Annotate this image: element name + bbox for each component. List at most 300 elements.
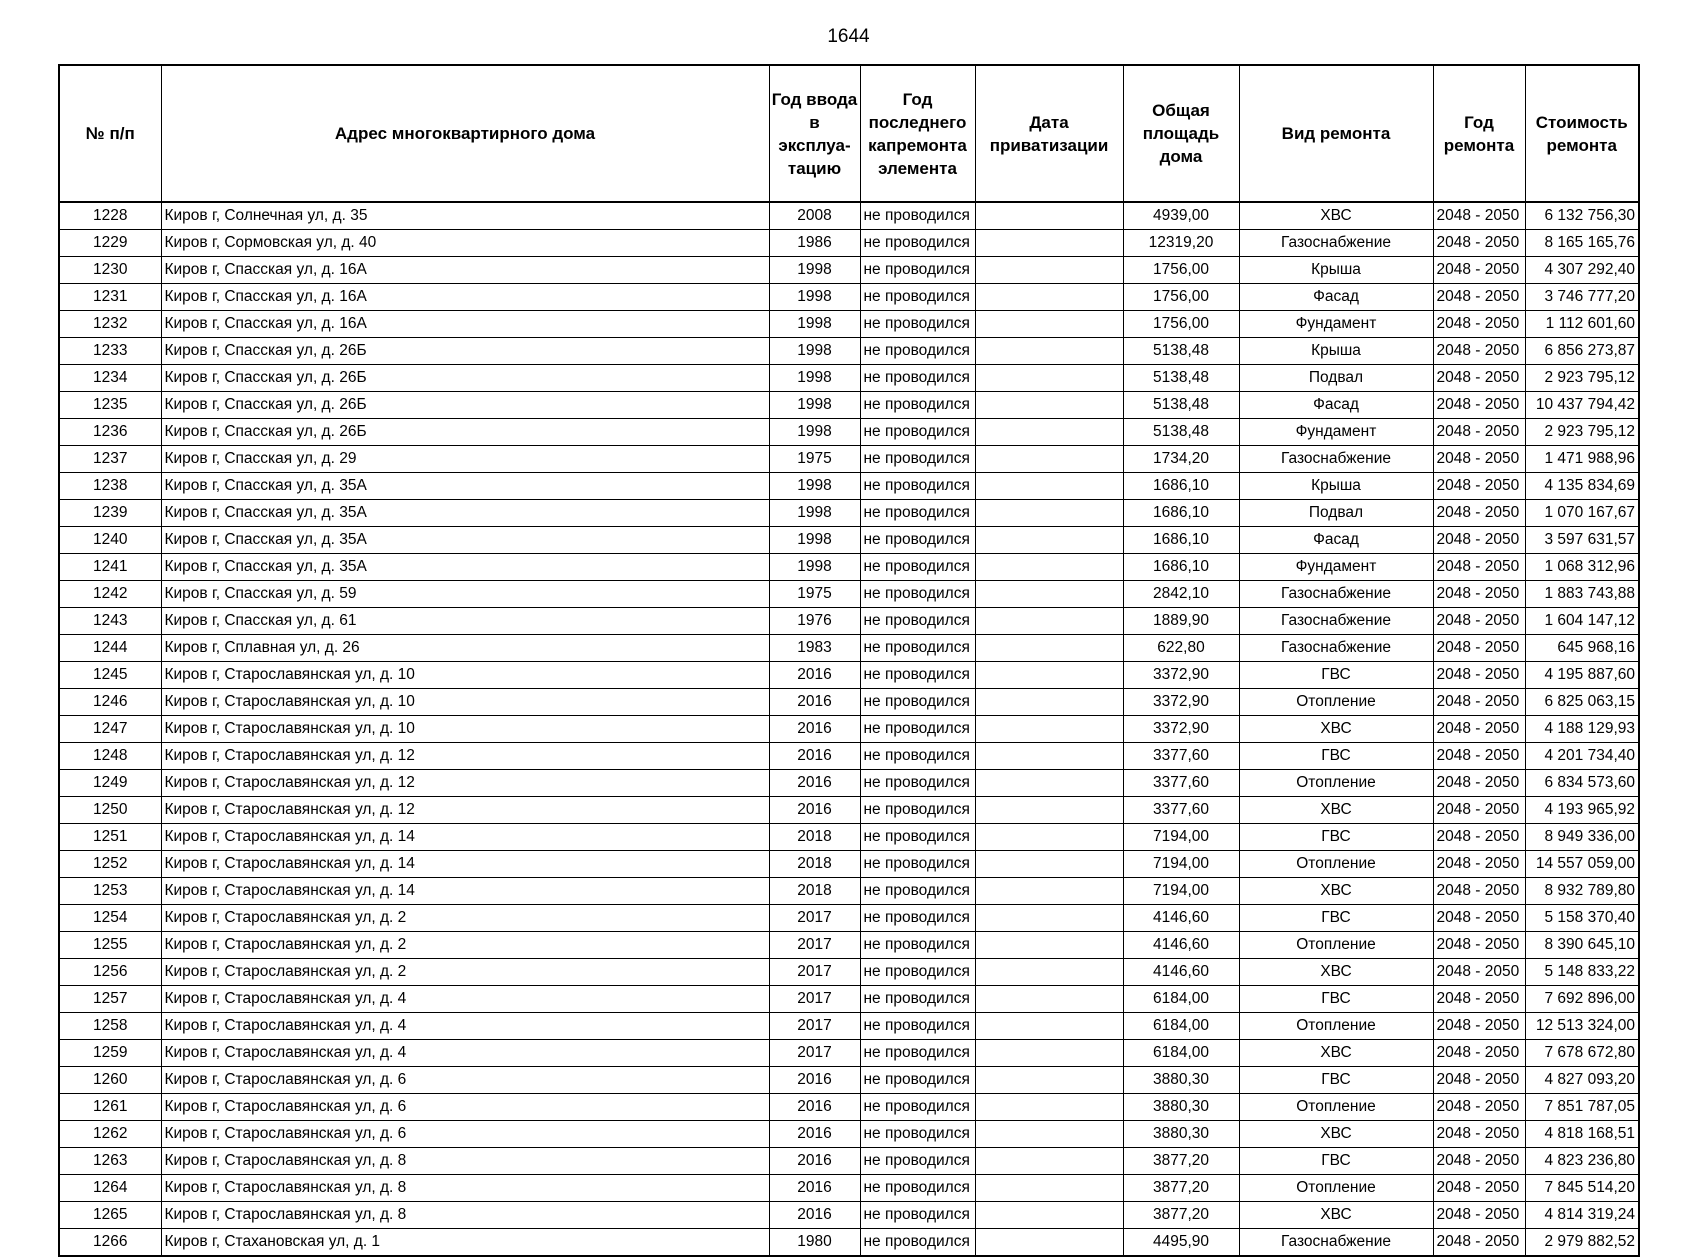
cell-num: 1244 bbox=[59, 635, 161, 662]
cell-privatization bbox=[975, 500, 1123, 527]
cell-cost: 14 557 059,00 bbox=[1525, 851, 1639, 878]
cell-area: 1734,20 bbox=[1123, 446, 1239, 473]
cell-privatization bbox=[975, 338, 1123, 365]
cell-cost: 4 818 168,51 bbox=[1525, 1121, 1639, 1148]
table-row bbox=[59, 932, 1639, 959]
cell-address: Киров г, Старославянская ул, д. 2 bbox=[161, 959, 769, 986]
cell-repair-type: ХВС bbox=[1239, 202, 1433, 230]
table-row bbox=[59, 338, 1639, 365]
header-area: Общая площадь дома bbox=[1123, 65, 1239, 202]
cell-privatization bbox=[975, 1148, 1123, 1175]
cell-area: 3372,90 bbox=[1123, 689, 1239, 716]
cell-repair-year: 2048 - 2050 bbox=[1433, 365, 1525, 392]
cell-privatization bbox=[975, 716, 1123, 743]
cell-repair-year: 2048 - 2050 bbox=[1433, 689, 1525, 716]
cell-last-repair: не проводился bbox=[860, 608, 975, 635]
cell-address: Киров г, Спасская ул, д. 26Б bbox=[161, 365, 769, 392]
cell-address: Киров г, Спасская ул, д. 26Б bbox=[161, 392, 769, 419]
cell-area: 3877,20 bbox=[1123, 1202, 1239, 1229]
cell-cost: 12 513 324,00 bbox=[1525, 1013, 1639, 1040]
cell-last-repair: не проводился bbox=[860, 365, 975, 392]
cell-cost: 6 825 063,15 bbox=[1525, 689, 1639, 716]
cell-repair-type: Крыша bbox=[1239, 473, 1433, 500]
cell-repair-type: ГВС bbox=[1239, 1067, 1433, 1094]
cell-last-repair: не проводился bbox=[860, 797, 975, 824]
cell-cost: 8 949 336,00 bbox=[1525, 824, 1639, 851]
cell-last-repair: не проводился bbox=[860, 338, 975, 365]
cell-repair-year: 2048 - 2050 bbox=[1433, 392, 1525, 419]
cell-cost: 8 165 165,76 bbox=[1525, 230, 1639, 257]
table-row bbox=[59, 257, 1639, 284]
cell-num: 1251 bbox=[59, 824, 161, 851]
cell-num: 1258 bbox=[59, 1013, 161, 1040]
cell-last-repair: не проводился bbox=[860, 1067, 975, 1094]
table-row bbox=[59, 581, 1639, 608]
cell-privatization bbox=[975, 959, 1123, 986]
cell-num: 1266 bbox=[59, 1229, 161, 1257]
cell-repair-type: ХВС bbox=[1239, 1040, 1433, 1067]
cell-last-repair: не проводился bbox=[860, 770, 975, 797]
cell-cost: 7 692 896,00 bbox=[1525, 986, 1639, 1013]
cell-address: Киров г, Спасская ул, д. 35А bbox=[161, 527, 769, 554]
cell-commission-year: 1980 bbox=[769, 1229, 860, 1257]
cell-last-repair: не проводился bbox=[860, 851, 975, 878]
cell-cost: 1 068 312,96 bbox=[1525, 554, 1639, 581]
cell-cost: 7 678 672,80 bbox=[1525, 1040, 1639, 1067]
cell-num: 1259 bbox=[59, 1040, 161, 1067]
table-row bbox=[59, 662, 1639, 689]
cell-repair-year: 2048 - 2050 bbox=[1433, 608, 1525, 635]
cell-commission-year: 1998 bbox=[769, 257, 860, 284]
cell-repair-year: 2048 - 2050 bbox=[1433, 500, 1525, 527]
cell-address: Киров г, Старославянская ул, д. 12 bbox=[161, 743, 769, 770]
cell-last-repair: не проводился bbox=[860, 284, 975, 311]
cell-address: Киров г, Старославянская ул, д. 8 bbox=[161, 1148, 769, 1175]
table-row bbox=[59, 500, 1639, 527]
cell-repair-year: 2048 - 2050 bbox=[1433, 770, 1525, 797]
cell-area: 5138,48 bbox=[1123, 419, 1239, 446]
cell-cost: 1 604 147,12 bbox=[1525, 608, 1639, 635]
cell-repair-year: 2048 - 2050 bbox=[1433, 554, 1525, 581]
cell-privatization bbox=[975, 1121, 1123, 1148]
header-commission-year: Год ввода в эксплуа-тацию bbox=[769, 65, 860, 202]
cell-num: 1257 bbox=[59, 986, 161, 1013]
cell-area: 3372,90 bbox=[1123, 716, 1239, 743]
cell-area: 1889,90 bbox=[1123, 608, 1239, 635]
cell-num: 1240 bbox=[59, 527, 161, 554]
cell-area: 3880,30 bbox=[1123, 1094, 1239, 1121]
cell-address: Киров г, Старославянская ул, д. 2 bbox=[161, 932, 769, 959]
table-row bbox=[59, 1229, 1639, 1257]
cell-privatization bbox=[975, 689, 1123, 716]
cell-repair-type: Крыша bbox=[1239, 257, 1433, 284]
cell-privatization bbox=[975, 230, 1123, 257]
header-last-repair: Год последнего капремонта элемента bbox=[860, 65, 975, 202]
table-row bbox=[59, 905, 1639, 932]
table-row bbox=[59, 824, 1639, 851]
table-row bbox=[59, 1040, 1639, 1067]
cell-repair-type: Отопление bbox=[1239, 1094, 1433, 1121]
cell-repair-year: 2048 - 2050 bbox=[1433, 797, 1525, 824]
cell-last-repair: не проводился bbox=[860, 1148, 975, 1175]
cell-repair-year: 2048 - 2050 bbox=[1433, 932, 1525, 959]
cell-address: Киров г, Спасская ул, д. 35А bbox=[161, 554, 769, 581]
cell-privatization bbox=[975, 635, 1123, 662]
table-row bbox=[59, 986, 1639, 1013]
cell-commission-year: 2017 bbox=[769, 932, 860, 959]
cell-repair-year: 2048 - 2050 bbox=[1433, 716, 1525, 743]
cell-repair-type: ГВС bbox=[1239, 905, 1433, 932]
cell-cost: 6 132 756,30 bbox=[1525, 202, 1639, 230]
cell-last-repair: не проводился bbox=[860, 419, 975, 446]
cell-num: 1260 bbox=[59, 1067, 161, 1094]
cell-repair-type: Фундамент bbox=[1239, 419, 1433, 446]
cell-address: Киров г, Старославянская ул, д. 10 bbox=[161, 716, 769, 743]
cell-repair-type: Отопление bbox=[1239, 689, 1433, 716]
cell-area: 12319,20 bbox=[1123, 230, 1239, 257]
header-address: Адрес многоквартирного дома bbox=[161, 65, 769, 202]
cell-repair-type: ГВС bbox=[1239, 1148, 1433, 1175]
cell-area: 6184,00 bbox=[1123, 1013, 1239, 1040]
table-row bbox=[59, 959, 1639, 986]
cell-address: Киров г, Сплавная ул, д. 26 bbox=[161, 635, 769, 662]
cell-address: Киров г, Старославянская ул, д. 14 bbox=[161, 878, 769, 905]
cell-area: 3880,30 bbox=[1123, 1067, 1239, 1094]
cell-cost: 6 834 573,60 bbox=[1525, 770, 1639, 797]
cell-repair-type: ГВС bbox=[1239, 743, 1433, 770]
cell-privatization bbox=[975, 284, 1123, 311]
cell-address: Киров г, Старославянская ул, д. 6 bbox=[161, 1094, 769, 1121]
cell-address: Киров г, Старославянская ул, д. 4 bbox=[161, 1013, 769, 1040]
cell-last-repair: не проводился bbox=[860, 986, 975, 1013]
table-row bbox=[59, 1202, 1639, 1229]
cell-privatization bbox=[975, 1175, 1123, 1202]
cell-repair-type: Газоснабжение bbox=[1239, 1229, 1433, 1257]
cell-area: 3377,60 bbox=[1123, 743, 1239, 770]
table-row bbox=[59, 608, 1639, 635]
cell-repair-year: 2048 - 2050 bbox=[1433, 419, 1525, 446]
cell-last-repair: не проводился bbox=[860, 689, 975, 716]
table-row bbox=[59, 392, 1639, 419]
cell-address: Киров г, Спасская ул, д. 16А bbox=[161, 284, 769, 311]
cell-repair-year: 2048 - 2050 bbox=[1433, 202, 1525, 230]
cell-privatization bbox=[975, 1040, 1123, 1067]
cell-last-repair: не проводился bbox=[860, 635, 975, 662]
cell-privatization bbox=[975, 1094, 1123, 1121]
cell-repair-year: 2048 - 2050 bbox=[1433, 905, 1525, 932]
cell-last-repair: не проводился bbox=[860, 202, 975, 230]
cell-address: Киров г, Старославянская ул, д. 14 bbox=[161, 824, 769, 851]
cell-area: 3877,20 bbox=[1123, 1148, 1239, 1175]
cell-last-repair: не проводился bbox=[860, 1202, 975, 1229]
cell-address: Киров г, Старославянская ул, д. 10 bbox=[161, 689, 769, 716]
table-row bbox=[59, 284, 1639, 311]
cell-repair-type: Крыша bbox=[1239, 338, 1433, 365]
cell-num: 1262 bbox=[59, 1121, 161, 1148]
cell-cost: 4 827 093,20 bbox=[1525, 1067, 1639, 1094]
cell-address: Киров г, Сормовская ул, д. 40 bbox=[161, 230, 769, 257]
cell-last-repair: не проводился bbox=[860, 905, 975, 932]
cell-area: 1686,10 bbox=[1123, 500, 1239, 527]
cell-commission-year: 2016 bbox=[769, 1202, 860, 1229]
cell-cost: 1 471 988,96 bbox=[1525, 446, 1639, 473]
cell-commission-year: 1975 bbox=[769, 581, 860, 608]
cell-area: 6184,00 bbox=[1123, 1040, 1239, 1067]
cell-privatization bbox=[975, 1202, 1123, 1229]
cell-commission-year: 1983 bbox=[769, 635, 860, 662]
table-row bbox=[59, 446, 1639, 473]
cell-commission-year: 1998 bbox=[769, 392, 860, 419]
cell-area: 1686,10 bbox=[1123, 473, 1239, 500]
cell-repair-year: 2048 - 2050 bbox=[1433, 1148, 1525, 1175]
header-repair-year: Год ремонта bbox=[1433, 65, 1525, 202]
cell-address: Киров г, Старославянская ул, д. 6 bbox=[161, 1121, 769, 1148]
cell-repair-type: ГВС bbox=[1239, 662, 1433, 689]
cell-address: Киров г, Старославянская ул, д. 6 bbox=[161, 1067, 769, 1094]
cell-privatization bbox=[975, 1013, 1123, 1040]
cell-num: 1228 bbox=[59, 202, 161, 230]
cell-repair-year: 2048 - 2050 bbox=[1433, 635, 1525, 662]
cell-repair-type: ХВС bbox=[1239, 878, 1433, 905]
table-row bbox=[59, 743, 1639, 770]
cell-repair-year: 2048 - 2050 bbox=[1433, 1175, 1525, 1202]
cell-num: 1249 bbox=[59, 770, 161, 797]
cell-commission-year: 1998 bbox=[769, 419, 860, 446]
cell-commission-year: 2016 bbox=[769, 662, 860, 689]
cell-cost: 6 856 273,87 bbox=[1525, 338, 1639, 365]
cell-privatization bbox=[975, 905, 1123, 932]
cell-address: Киров г, Спасская ул, д. 35А bbox=[161, 473, 769, 500]
cell-repair-type: Отопление bbox=[1239, 770, 1433, 797]
table-row bbox=[59, 1175, 1639, 1202]
cell-num: 1263 bbox=[59, 1148, 161, 1175]
cell-area: 622,80 bbox=[1123, 635, 1239, 662]
table-row bbox=[59, 851, 1639, 878]
cell-commission-year: 2017 bbox=[769, 1013, 860, 1040]
cell-num: 1250 bbox=[59, 797, 161, 824]
cell-num: 1254 bbox=[59, 905, 161, 932]
cell-last-repair: не проводился bbox=[860, 743, 975, 770]
header-privatization: Дата приватизации bbox=[975, 65, 1123, 202]
cell-num: 1248 bbox=[59, 743, 161, 770]
cell-repair-type: Отопление bbox=[1239, 1013, 1433, 1040]
cell-commission-year: 2017 bbox=[769, 986, 860, 1013]
cell-repair-year: 2048 - 2050 bbox=[1433, 851, 1525, 878]
cell-commission-year: 1998 bbox=[769, 554, 860, 581]
cell-privatization bbox=[975, 932, 1123, 959]
cell-repair-year: 2048 - 2050 bbox=[1433, 311, 1525, 338]
table-row bbox=[59, 230, 1639, 257]
cell-commission-year: 1976 bbox=[769, 608, 860, 635]
cell-cost: 4 135 834,69 bbox=[1525, 473, 1639, 500]
cell-privatization bbox=[975, 986, 1123, 1013]
cell-commission-year: 2016 bbox=[769, 1067, 860, 1094]
cell-num: 1252 bbox=[59, 851, 161, 878]
cell-last-repair: не проводился bbox=[860, 230, 975, 257]
cell-address: Киров г, Спасская ул, д. 16А bbox=[161, 257, 769, 284]
table-row bbox=[59, 689, 1639, 716]
cell-privatization bbox=[975, 608, 1123, 635]
cell-commission-year: 2016 bbox=[769, 797, 860, 824]
cell-num: 1232 bbox=[59, 311, 161, 338]
cell-repair-year: 2048 - 2050 bbox=[1433, 527, 1525, 554]
cell-cost: 1 112 601,60 bbox=[1525, 311, 1639, 338]
cell-area: 4146,60 bbox=[1123, 932, 1239, 959]
table-row bbox=[59, 473, 1639, 500]
cell-area: 5138,48 bbox=[1123, 365, 1239, 392]
cell-last-repair: не проводился bbox=[860, 473, 975, 500]
cell-last-repair: не проводился bbox=[860, 581, 975, 608]
cell-last-repair: не проводился bbox=[860, 527, 975, 554]
cell-last-repair: не проводился bbox=[860, 311, 975, 338]
header-cost: Стоимость ремонта bbox=[1525, 65, 1639, 202]
cell-commission-year: 1998 bbox=[769, 311, 860, 338]
cell-commission-year: 2008 bbox=[769, 202, 860, 230]
cell-commission-year: 1998 bbox=[769, 473, 860, 500]
cell-area: 3377,60 bbox=[1123, 770, 1239, 797]
cell-address: Киров г, Старославянская ул, д. 12 bbox=[161, 770, 769, 797]
cell-repair-type: Газоснабжение bbox=[1239, 446, 1433, 473]
cell-repair-type: ХВС bbox=[1239, 1202, 1433, 1229]
cell-commission-year: 1986 bbox=[769, 230, 860, 257]
cell-repair-type: Газоснабжение bbox=[1239, 635, 1433, 662]
cell-last-repair: не проводился bbox=[860, 878, 975, 905]
table-row bbox=[59, 716, 1639, 743]
cell-area: 3372,90 bbox=[1123, 662, 1239, 689]
table-row bbox=[59, 1148, 1639, 1175]
cell-repair-type: ХВС bbox=[1239, 1121, 1433, 1148]
cell-cost: 4 201 734,40 bbox=[1525, 743, 1639, 770]
cell-repair-type: Фасад bbox=[1239, 284, 1433, 311]
cell-address: Киров г, Спасская ул, д. 29 bbox=[161, 446, 769, 473]
cell-area: 5138,48 bbox=[1123, 392, 1239, 419]
cell-privatization bbox=[975, 581, 1123, 608]
cell-commission-year: 2018 bbox=[769, 878, 860, 905]
cell-privatization bbox=[975, 554, 1123, 581]
cell-address: Киров г, Спасская ул, д. 26Б bbox=[161, 338, 769, 365]
cell-address: Киров г, Спасская ул, д. 26Б bbox=[161, 419, 769, 446]
cell-repair-year: 2048 - 2050 bbox=[1433, 1229, 1525, 1257]
cell-repair-year: 2048 - 2050 bbox=[1433, 338, 1525, 365]
cell-area: 1756,00 bbox=[1123, 284, 1239, 311]
cell-cost: 1 883 743,88 bbox=[1525, 581, 1639, 608]
cell-last-repair: не проводился bbox=[860, 1013, 975, 1040]
cell-repair-year: 2048 - 2050 bbox=[1433, 878, 1525, 905]
cell-privatization bbox=[975, 446, 1123, 473]
cell-area: 7194,00 bbox=[1123, 878, 1239, 905]
cell-repair-year: 2048 - 2050 bbox=[1433, 824, 1525, 851]
cell-num: 1236 bbox=[59, 419, 161, 446]
cell-last-repair: не проводился bbox=[860, 1121, 975, 1148]
table-row bbox=[59, 1121, 1639, 1148]
cell-privatization bbox=[975, 202, 1123, 230]
cell-num: 1261 bbox=[59, 1094, 161, 1121]
cell-address: Киров г, Спасская ул, д. 61 bbox=[161, 608, 769, 635]
cell-repair-year: 2048 - 2050 bbox=[1433, 1094, 1525, 1121]
cell-repair-year: 2048 - 2050 bbox=[1433, 284, 1525, 311]
cell-cost: 2 923 795,12 bbox=[1525, 419, 1639, 446]
cell-address: Киров г, Спасская ул, д. 35А bbox=[161, 500, 769, 527]
cell-last-repair: не проводился bbox=[860, 824, 975, 851]
cell-cost: 10 437 794,42 bbox=[1525, 392, 1639, 419]
cell-privatization bbox=[975, 1229, 1123, 1257]
cell-privatization bbox=[975, 878, 1123, 905]
cell-cost: 645 968,16 bbox=[1525, 635, 1639, 662]
cell-commission-year: 2017 bbox=[769, 959, 860, 986]
cell-num: 1243 bbox=[59, 608, 161, 635]
cell-repair-type: ХВС bbox=[1239, 797, 1433, 824]
cell-cost: 3 746 777,20 bbox=[1525, 284, 1639, 311]
cell-num: 1234 bbox=[59, 365, 161, 392]
cell-commission-year: 2016 bbox=[769, 1094, 860, 1121]
cell-address: Киров г, Старославянская ул, д. 10 bbox=[161, 662, 769, 689]
cell-address: Киров г, Старославянская ул, д. 8 bbox=[161, 1202, 769, 1229]
cell-privatization bbox=[975, 1067, 1123, 1094]
cell-cost: 4 823 236,80 bbox=[1525, 1148, 1639, 1175]
cell-repair-year: 2048 - 2050 bbox=[1433, 446, 1525, 473]
table-row bbox=[59, 365, 1639, 392]
table-row bbox=[59, 419, 1639, 446]
cell-commission-year: 1998 bbox=[769, 365, 860, 392]
cell-cost: 1 070 167,67 bbox=[1525, 500, 1639, 527]
cell-area: 4495,90 bbox=[1123, 1229, 1239, 1257]
cell-last-repair: не проводился bbox=[860, 446, 975, 473]
cell-repair-year: 2048 - 2050 bbox=[1433, 986, 1525, 1013]
table-row bbox=[59, 311, 1639, 338]
cell-area: 1756,00 bbox=[1123, 257, 1239, 284]
cell-area: 4939,00 bbox=[1123, 202, 1239, 230]
cell-area: 4146,60 bbox=[1123, 959, 1239, 986]
cell-num: 1238 bbox=[59, 473, 161, 500]
cell-privatization bbox=[975, 392, 1123, 419]
cell-num: 1235 bbox=[59, 392, 161, 419]
header-num: № п/п bbox=[59, 65, 161, 202]
cell-address: Киров г, Старославянская ул, д. 14 bbox=[161, 851, 769, 878]
cell-num: 1230 bbox=[59, 257, 161, 284]
cell-privatization bbox=[975, 473, 1123, 500]
cell-commission-year: 1998 bbox=[769, 527, 860, 554]
cell-cost: 4 307 292,40 bbox=[1525, 257, 1639, 284]
cell-last-repair: не проводился bbox=[860, 392, 975, 419]
cell-commission-year: 2017 bbox=[769, 1040, 860, 1067]
cell-last-repair: не проводился bbox=[860, 1040, 975, 1067]
table-body bbox=[59, 202, 1639, 1256]
cell-last-repair: не проводился bbox=[860, 257, 975, 284]
cell-repair-type: Газоснабжение bbox=[1239, 608, 1433, 635]
cell-privatization bbox=[975, 311, 1123, 338]
cell-area: 7194,00 bbox=[1123, 851, 1239, 878]
cell-num: 1237 bbox=[59, 446, 161, 473]
cell-commission-year: 2016 bbox=[769, 716, 860, 743]
cell-num: 1264 bbox=[59, 1175, 161, 1202]
cell-privatization bbox=[975, 797, 1123, 824]
cell-last-repair: не проводился bbox=[860, 500, 975, 527]
cell-address: Киров г, Спасская ул, д. 16А bbox=[161, 311, 769, 338]
cell-last-repair: не проводился bbox=[860, 662, 975, 689]
cell-area: 3880,30 bbox=[1123, 1121, 1239, 1148]
cell-area: 4146,60 bbox=[1123, 905, 1239, 932]
cell-cost: 5 158 370,40 bbox=[1525, 905, 1639, 932]
cell-address: Киров г, Солнечная ул, д. 35 bbox=[161, 202, 769, 230]
cell-repair-year: 2048 - 2050 bbox=[1433, 257, 1525, 284]
cell-area: 7194,00 bbox=[1123, 824, 1239, 851]
table-row bbox=[59, 878, 1639, 905]
cell-repair-type: Подвал bbox=[1239, 500, 1433, 527]
cell-last-repair: не проводился bbox=[860, 1094, 975, 1121]
cell-repair-year: 2048 - 2050 bbox=[1433, 959, 1525, 986]
cell-commission-year: 1998 bbox=[769, 284, 860, 311]
cell-cost: 4 193 965,92 bbox=[1525, 797, 1639, 824]
